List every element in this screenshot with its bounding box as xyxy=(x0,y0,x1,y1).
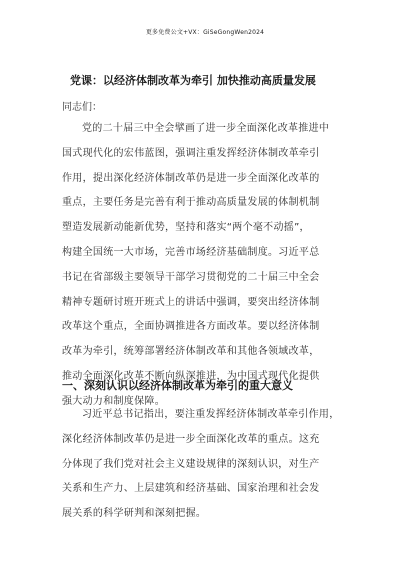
paragraph-line: 改革为牵引，统筹部署经济体制改革和其他各领域改革， xyxy=(62,346,320,358)
paragraph-line: 作用，提出深化经济体制改革仍是进一步全面深化改革的 xyxy=(62,172,320,184)
paragraph-line: 深化经济体制改革仍是进一步全面深化改革的重点。这充 xyxy=(62,433,320,445)
paragraph-line: 塑造发展新动能新优势，坚持和落实“两个毫不动摇”， xyxy=(62,222,310,234)
paragraph-line: 党的二十届三中全会擘画了进一步全面深化改革推进中 xyxy=(82,123,330,134)
paragraph-line: 推动全面深化改革不断向纵深推进，为中国式现代化提供 xyxy=(62,370,320,382)
paragraph-line: 书记在省部级主要领导干部学习贯彻党的二十届三中全会 xyxy=(62,271,320,283)
paragraph-1 xyxy=(62,117,354,415)
paragraph-line: 习近平总书记指出，要注重发挥经济体制改革牵引作用， xyxy=(82,409,340,420)
salutation: 同志们： xyxy=(62,102,102,113)
section-heading: 一、深刻认识以经济体制改革为牵引的重大意义 xyxy=(62,379,293,392)
paragraph-line: 国式现代化的宏伟蓝图，强调注重发挥经济体制改革牵引 xyxy=(62,147,320,159)
paragraph-line: 精神专题研讨班开班式上的讲话中强调，要突出经济体制 xyxy=(62,296,320,308)
paragraph-line: 改革这个重点，全面协调推进各方面改革。要以经济体制 xyxy=(62,321,320,333)
paragraph-line: 分体现了我们党对社会主义建设规律的深刻认识，对生产 xyxy=(62,458,320,470)
paragraph-line: 强大动力和制度保障。 xyxy=(62,395,165,407)
paragraph-line: 关系和生产力、上层建筑和经济基础、国家治理和社会发 xyxy=(62,483,320,495)
document-title: 党课：以经济体制改革为牵引 加快推动高质量发展 xyxy=(70,74,316,87)
paragraph-line: 构建全国统一大市场，完善市场经济基础制度。习近平总 xyxy=(62,246,320,258)
paragraph-line: 展关系的科学研判和深刻把握。 xyxy=(62,508,207,520)
header-note: 更多免费公文+VX：GiSeGongWen2024 xyxy=(145,29,265,36)
paragraph-line: 重点，主要任务是完善有利于推动高质量发展的体制机制 xyxy=(62,197,320,209)
paragraph-2 xyxy=(62,403,354,527)
